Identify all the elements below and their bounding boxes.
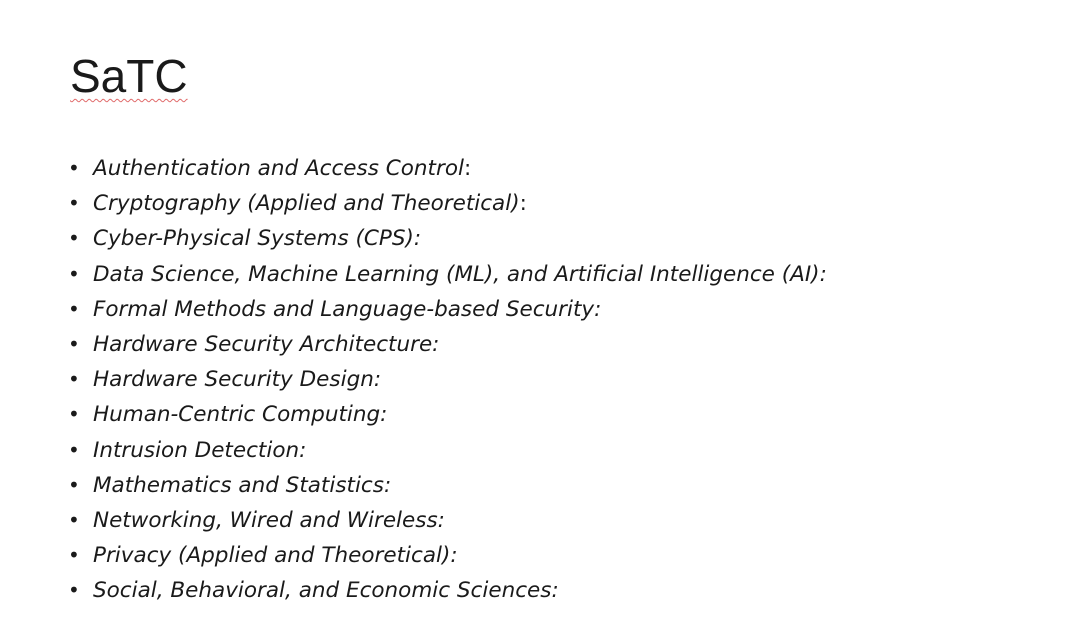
topic-text: Data Science, Machine Learning (ML), and Artificial Intelligence (AI):	[93, 261, 827, 287]
list-item	[68, 151, 1048, 186]
list-item	[68, 186, 1048, 221]
bullet-icon: •	[68, 156, 80, 180]
list-item	[68, 221, 1048, 256]
list-item	[68, 257, 1048, 292]
topic-text: Human-Centric Computing:	[93, 402, 388, 428]
list-item	[68, 573, 1048, 608]
list-item	[68, 468, 1048, 503]
bullet-icon: •	[68, 367, 80, 392]
bullet-icon: •	[68, 191, 80, 216]
topic-text: Mathematics and Statistics:	[93, 472, 392, 498]
list-item	[68, 327, 1048, 362]
bullet-icon: •	[68, 472, 80, 497]
topic-text: Intrusion Detection:	[93, 437, 307, 463]
topic-suffix: :	[463, 156, 472, 181]
bullet-icon: •	[68, 226, 80, 251]
bullet-icon: •	[68, 261, 80, 286]
bullet-icon: •	[68, 402, 80, 427]
bullet-icon: •	[68, 578, 80, 603]
topic-text: Hardware Security Architecture:	[93, 331, 440, 357]
topic-text: Cryptography (Applied and Theoretical)	[93, 191, 520, 217]
topic-text: Hardware Security Design:	[93, 367, 382, 393]
topic-text: Networking, Wired and Wireless:	[93, 507, 445, 533]
bullet-icon: •	[68, 507, 80, 532]
bullet-icon: •	[68, 543, 80, 568]
topic-text: Formal Methods and Language-based Security:	[93, 296, 602, 322]
topic-suffix: :	[519, 191, 527, 217]
slide-title: SaTC	[70, 50, 188, 102]
topic-list	[68, 151, 1048, 608]
topic-text: Social, Behavioral, and Economic Sciences:	[93, 578, 559, 604]
bullet-icon: •	[68, 437, 80, 462]
bullet-icon: •	[68, 296, 80, 321]
list-item	[68, 538, 1048, 573]
topic-text: Authentication and Access Control	[93, 156, 464, 181]
bullet-icon: •	[68, 331, 80, 356]
list-item	[68, 292, 1048, 327]
topic-text: Cyber-Physical Systems (CPS):	[93, 226, 422, 252]
list-item	[68, 433, 1048, 468]
list-item	[68, 362, 1048, 397]
topic-text: Privacy (Applied and Theoretical):	[93, 543, 458, 569]
list-item	[68, 397, 1048, 432]
list-item	[68, 503, 1048, 538]
